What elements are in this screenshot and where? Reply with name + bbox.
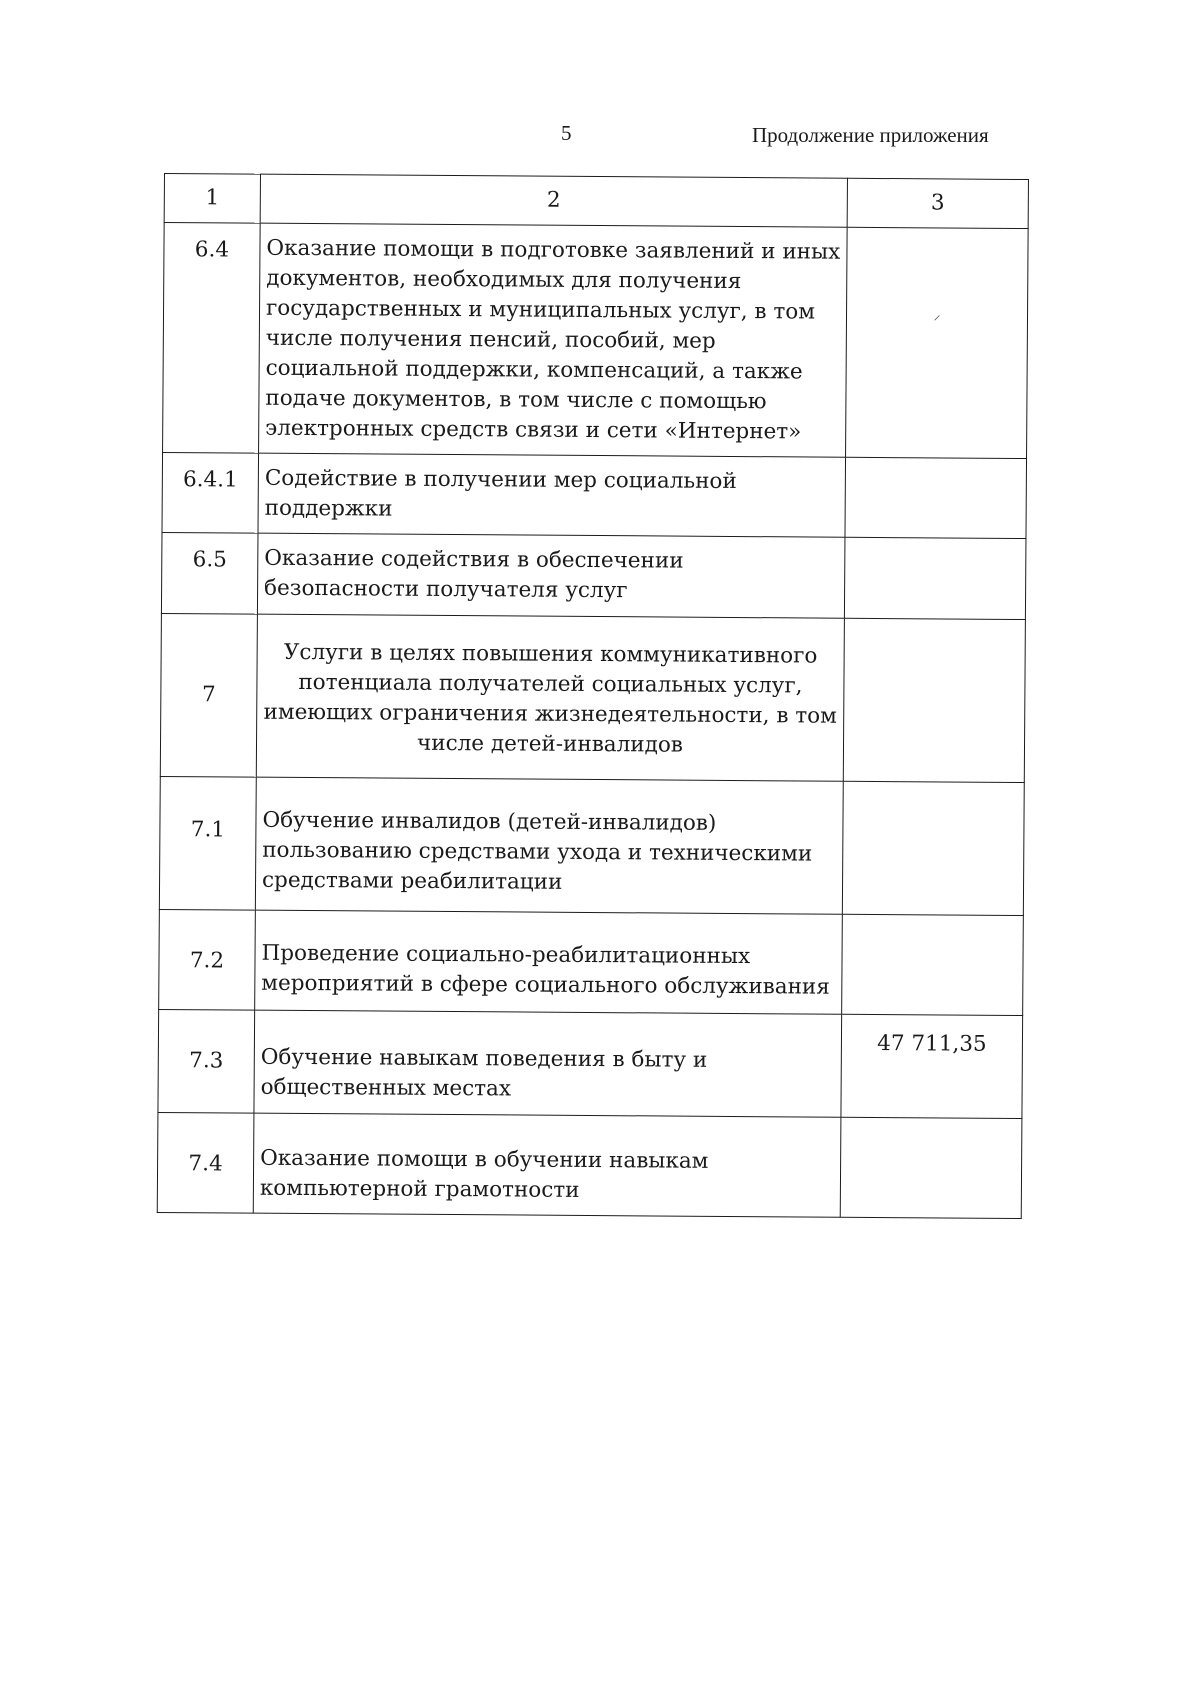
pen-tick-mark: ⸝ (933, 307, 941, 324)
column-header-1: 1 (164, 174, 260, 224)
row-value (844, 537, 1026, 619)
row-number: 7 (160, 613, 257, 777)
row-description: Содействие в получении мер социальной поддержки (258, 453, 846, 537)
table-row (160, 613, 1025, 782)
row-number: 6.4 (163, 223, 261, 454)
table-row (163, 223, 1029, 459)
row-number: 7.2 (159, 909, 256, 1010)
table-row (157, 1112, 1022, 1218)
row-description: Оказание помощи в подготовке заявлений и иных документов, необходимых для получения государственных и муниципальных услуг, в том числе получения пенсий, пособий, мер социальной поддержки, компенсаций, а также подаче документов, в том числе с помощью электронных средств связи и сети «Интернет» (259, 223, 848, 457)
page-number: 5 (561, 121, 572, 145)
continuation-label: Продолжение приложения (752, 123, 989, 147)
row-description: Оказание содействия в обеспечении безопасности получателя услуг (257, 533, 845, 618)
row-description: Проведение социально-реабилитационных мероприятий в сфере социального обслуживания (255, 910, 843, 1014)
table-row (158, 1009, 1023, 1118)
table-row (162, 452, 1027, 538)
table-row (161, 532, 1026, 619)
row-value-cell (846, 227, 1029, 458)
column-header-3: 3 (847, 178, 1028, 228)
row-value (845, 457, 1027, 538)
row-number: 6.5 (161, 532, 258, 614)
row-number: 6.4.1 (162, 452, 259, 533)
row-value (843, 618, 1025, 782)
row-value: 47 711,35 (841, 1014, 1023, 1118)
row-value (842, 914, 1024, 1015)
row-description: Услуги в целях повышения коммуникативного потенциала получателей социальных услуг, имеющих ограничения жизнедеятельности, в том числе детей-инвалидов (256, 614, 844, 781)
row-number: 7.3 (158, 1009, 255, 1113)
row-description: Обучение инвалидов (детей-инвалидов) пользованию средствами ухода и техническими средствами реабилитации (255, 777, 843, 914)
row-description: Оказание помощи в обучении навыкам компьютерной грамотности (253, 1113, 841, 1217)
table-header-row (164, 174, 1028, 229)
table-row (159, 776, 1024, 915)
row-number: 7.1 (159, 776, 256, 910)
services-table (157, 173, 1029, 1219)
row-value (840, 1117, 1022, 1218)
row-description: Обучение навыкам поведения в быту и общественных местах (254, 1010, 842, 1117)
table-row (159, 909, 1024, 1015)
row-value (842, 781, 1024, 915)
column-header-2: 2 (260, 174, 847, 227)
row-number: 7.4 (157, 1112, 254, 1213)
